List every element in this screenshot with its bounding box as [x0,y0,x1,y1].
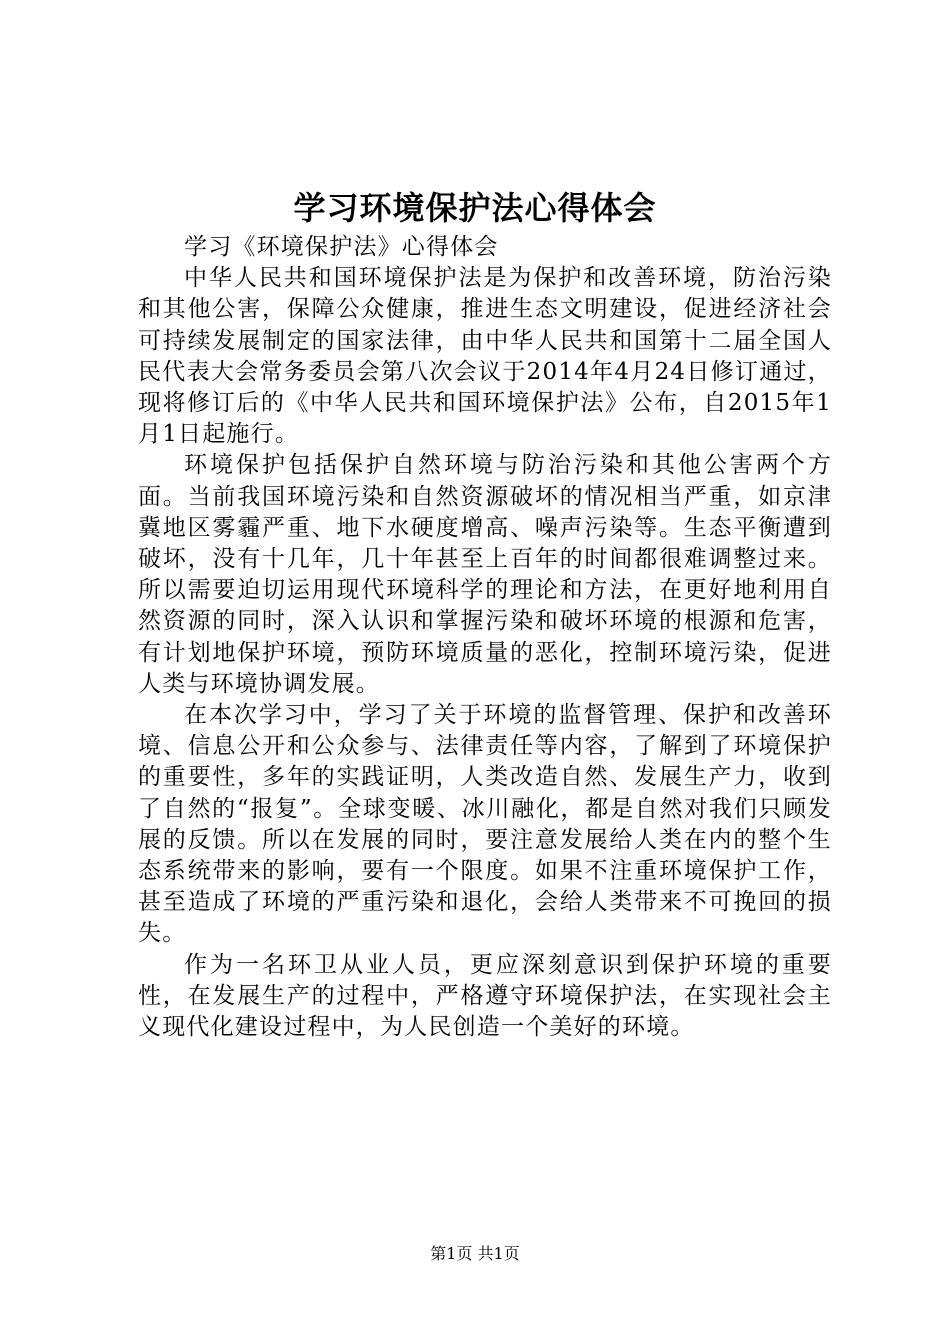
document-body [138,232,832,1043]
subtitle-paragraph: 学习《环境保护法》心得体会 [184,234,499,260]
document-title: 学习环境保护法心得体会 [293,189,657,227]
body-paragraph: 环境保护包括保护自然环境与防治污染和其他公害两个方面。当前我国环境污染和自然资源破坏的情况相当严重，如京津冀地区雾霾严重、地下水硬度增高、噪声污染等。生态平衡遭到破坏，没有十几年，几十年甚至上百年的时间都很难调整过来。所以需要迫切运用现代环境科学的理论和方法，在更好地利用自然资源的同时，深入认识和掌握污染和破坏环境的根源和危害，有计划地保护环境，预防环境质量的恶化，控制环境污染，促进人类与环境协调发展。 [138,452,832,697]
body-paragraph: 作为一名环卫从业人员，更应深刻意识到保护环境的重要性，在发展生产的过程中，严格遵守环境保护法，在实现社会主义现代化建设过程中，为人民创造一个美好的环境。 [138,951,832,1041]
page-footer: 第1页 共1页 [430,1244,520,1263]
body-paragraph: 在本次学习中，学习了关于环境的监督管理、保护和改善环境、信息公开和公众参与、法律责任等内容，了解到了环境保护的重要性，多年的实践证明，人类改造自然、发展生产力，收到了自然的“报复”。全球变暖、冰川融化，都是自然对我们只顾发展的反馈。所以在发展的同时，要注意发展给人类在内的整个生态系统带来的影响，要有一个限度。如果不注重环境保护工作，甚至造成了环境的严重污染和退化，会给人类带来不可挽回的损失。 [138,702,832,947]
body-paragraph: 中华人民共和国环境保护法是为保护和改善环境，防治污染和其他公害，保障公众健康，推进生态文明建设，促进经济社会可持续发展制定的国家法律，由中华人民共和国第十二届全国人民代表大会常务委员会第八次会议于2014年4月24日修订通过，现将修订后的《中华人民共和国环境保护法》公布，自2015年1月1日起施行。 [138,265,832,448]
